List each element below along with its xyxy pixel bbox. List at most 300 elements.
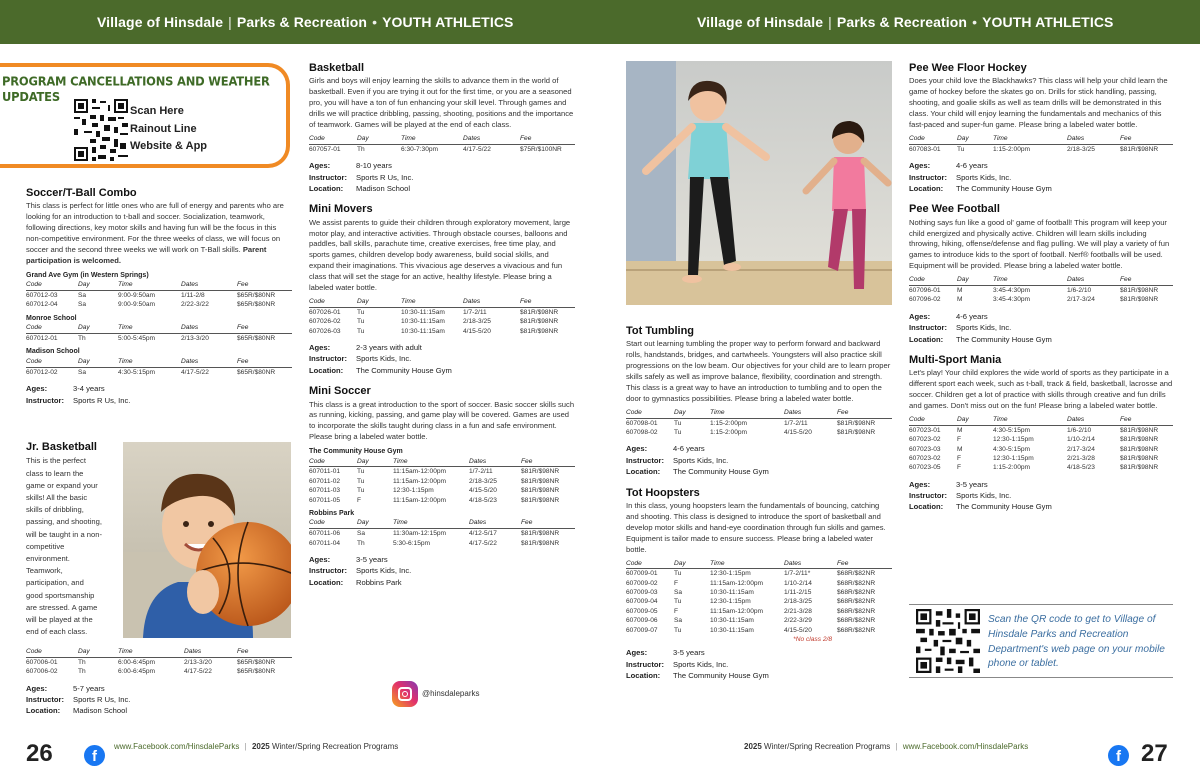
table-cell: 1/10-2/14 — [1067, 436, 1095, 444]
column-header: Code — [26, 648, 78, 657]
table-cell: 1/7-2/11* — [784, 570, 811, 578]
header-org: Village of Hinsdale — [97, 14, 224, 30]
info-row — [309, 172, 575, 183]
table-cell: Tu — [957, 145, 965, 153]
table-cell: 607023-03 — [909, 445, 941, 453]
facebook-link[interactable]: www.Facebook.com/HinsdaleParks — [114, 742, 240, 751]
boy-basketball-photo — [123, 442, 291, 638]
table-cell: 4/17-5/22 — [181, 368, 209, 376]
table-cell: $65R/$80NR — [237, 292, 276, 300]
column-header: Day — [78, 648, 118, 657]
info-row — [909, 311, 1173, 322]
header-section: YOUTH ATHLETICS — [982, 14, 1114, 30]
info-row: 3-5 years — [673, 648, 705, 658]
column-header: Day — [357, 519, 393, 528]
table-cell: 607011-02 — [309, 477, 341, 485]
table-row — [309, 467, 575, 477]
info-row: 8-10 years — [356, 161, 392, 171]
table-cell: $81R/$98NR — [837, 429, 876, 437]
info-row — [309, 353, 575, 364]
program-info — [309, 160, 575, 194]
table-cell: 11:15am-12:00pm — [710, 607, 764, 615]
table-cell: 1/6-2/10 — [1067, 426, 1092, 434]
location-heading: Monroe School — [26, 314, 77, 322]
info-row — [26, 683, 292, 694]
table-cell: 6:00-6:45pm — [118, 658, 156, 666]
qr-note-text: Scan the QR code to get to Village of Hinsdale Parks and Recreation Department's web page on your mobile phone or tablet. — [988, 614, 1165, 670]
rainout-line-label: Rainout Line — [130, 122, 197, 135]
soccer-tball-section — [26, 186, 292, 406]
location-heading: Grand Ave Gym (in Western Springs) — [26, 271, 149, 279]
table-cell: 4/15-5/20 — [463, 327, 491, 335]
program-info — [626, 647, 892, 681]
table-cell: 12:30-1:15pm — [993, 436, 1034, 444]
info-row: 4-6 years — [956, 161, 988, 171]
section-description: Nothing says fun like a good ol' game of football! This program will keep your child energized and physically active. Children will learn skills including throwing, hiking, offense/defense and flag pulling. We will play a variety of fun games to introduce kids to the sport of football. Nerf® footballs will be used. Equipment will be provided. Please bring a labeled water bottle. — [909, 217, 1170, 271]
section-title: Pee Wee Football — [909, 203, 1000, 216]
table-cell: 10:30-11:15am — [710, 617, 754, 625]
column-header: Time — [393, 519, 469, 528]
table-cell: 2/17-3/24 — [1067, 445, 1095, 453]
header-dept: Parks & Recreation — [236, 14, 368, 30]
table-cell: 2/22-3/22 — [181, 301, 209, 309]
column-header: Day — [957, 416, 993, 425]
column-header: Fee — [237, 648, 292, 657]
table-cell: 607006-02 — [26, 668, 58, 676]
table-cell: F — [357, 496, 362, 504]
info-row — [26, 705, 292, 716]
section-title: Basketball — [309, 62, 365, 74]
page-number-right: 27 — [1141, 740, 1168, 767]
table-row — [626, 626, 892, 635]
girls-running-photo — [626, 61, 892, 305]
info-row — [909, 183, 1173, 194]
table-cell: 607009-03 — [626, 589, 658, 597]
info-row — [309, 565, 575, 576]
table-cell: Tu — [357, 468, 365, 476]
column-header: Fee — [521, 519, 575, 528]
table-cell: 1:15-2:00pm — [710, 429, 748, 437]
table-row — [309, 327, 575, 336]
facebook-icon[interactable]: f — [1108, 745, 1129, 766]
footer-year: 2025 — [251, 742, 270, 751]
table-row — [909, 463, 1173, 472]
info-label: Location: — [309, 577, 344, 587]
column-header: Fee — [237, 324, 292, 333]
table-cell: 607009-01 — [626, 570, 658, 578]
table-cell: 607012-03 — [26, 292, 58, 300]
table-cell: $68R/$82NR — [837, 598, 876, 606]
table-cell: 607011-01 — [309, 468, 341, 476]
header-org: Village of Hinsdale — [697, 14, 824, 30]
table-cell: Th — [78, 335, 86, 343]
column-header: Time — [993, 416, 1067, 425]
table-row — [309, 317, 575, 326]
table-cell: 1/11-2/15 — [784, 589, 812, 597]
table-cell: 11:30am-12:15pm — [393, 530, 447, 538]
facebook-icon[interactable]: f — [84, 745, 105, 766]
table-cell: $65R/$80NR — [237, 368, 276, 376]
table-cell: 607023-02 — [909, 436, 941, 444]
table-cell: $81R/$98NR — [521, 496, 560, 504]
table-row — [309, 307, 575, 317]
program-info — [26, 683, 292, 717]
info-row — [626, 466, 892, 477]
table-cell: Tu — [357, 327, 365, 335]
table-cell: $81R/$98NR — [520, 318, 559, 326]
table-cell: 2/18-3/25 — [463, 318, 491, 326]
column-header: Time — [993, 135, 1067, 144]
col-day: Day — [78, 281, 118, 290]
info-label: Instructor: — [626, 659, 664, 669]
table-cell: Tu — [357, 487, 365, 495]
column-header: Dates — [784, 409, 837, 418]
section-title: Tot Tumbling — [626, 325, 695, 337]
info-label: Ages: — [909, 479, 931, 489]
column-header: Day — [674, 560, 710, 569]
table-cell: 607098-02 — [626, 429, 658, 437]
info-row: Sports R Us, Inc. — [73, 695, 131, 704]
column-header: Fee — [837, 560, 892, 569]
table-cell: 607009-06 — [626, 617, 658, 625]
table-row — [626, 597, 892, 606]
section-description — [26, 201, 292, 267]
table-cell: 607011-04 — [309, 539, 341, 547]
column-header: Day — [357, 458, 393, 467]
location-heading: The Community House Gym — [309, 448, 403, 456]
table-cell: 10:30-11:15am — [710, 626, 754, 634]
column-header: Code — [26, 358, 78, 367]
facebook-link[interactable]: www.Facebook.com/HinsdaleParks — [902, 742, 1029, 751]
table-cell: 607026-03 — [309, 327, 341, 335]
column-header: Day — [674, 409, 710, 418]
table-cell: 607009-04 — [626, 598, 658, 606]
table-cell: 4/15-5/20 — [469, 487, 497, 495]
column-header: Dates — [181, 358, 237, 367]
program-info — [309, 342, 575, 376]
table-cell: $81R/$98NR — [1120, 436, 1159, 444]
info-row — [909, 501, 1173, 512]
table-row — [909, 425, 1173, 435]
table-row — [909, 286, 1173, 296]
table-cell: 1/10-2/14 — [784, 579, 812, 587]
info-row — [309, 365, 575, 376]
info-row — [26, 694, 292, 705]
table-row — [309, 477, 575, 486]
table-cell: Tu — [674, 598, 682, 606]
table-cell: 607057-01 — [309, 145, 341, 153]
info-row: Sports Kids, Inc. — [356, 354, 412, 364]
table-cell: 5:00-5:45pm — [118, 335, 156, 343]
table-cell: 607023-02 — [909, 454, 941, 462]
column-header: Dates — [463, 135, 520, 144]
footer-year: 2025 — [744, 742, 762, 751]
table-cell: 607006-01 — [26, 658, 58, 666]
info-label: Instructor: — [26, 395, 64, 405]
instructor-value: Sports R Us, Inc. — [73, 395, 131, 405]
info-label: Ages: — [626, 648, 648, 658]
col-code: Code — [26, 281, 78, 290]
table-cell: 12:30-1:15pm — [710, 598, 751, 606]
info-row — [626, 670, 892, 681]
no-class-note: *No class 2/8 — [793, 635, 832, 643]
column-header: Time — [710, 409, 784, 418]
column-header: Fee — [520, 135, 575, 144]
info-label: Ages: — [909, 161, 931, 171]
section-description: This is the perfect class to learn the game or expand your skills! All the basic skills of dribbling, passing, and shooting, will be taught in a non-competitive environment. Teamwork, participation, and good sportsmanship are stressed. A game will be played at the end of each class. — [26, 456, 102, 637]
section-title: Mini Soccer — [309, 385, 371, 398]
table-cell: 1:15-2:00pm — [993, 145, 1031, 153]
column-header: Dates — [1067, 416, 1120, 425]
column-header: Fee — [837, 409, 892, 418]
table-row — [26, 334, 292, 344]
info-row: 5-7 years — [73, 683, 105, 693]
info-label: Instructor: — [626, 455, 664, 465]
table-cell: M — [957, 296, 963, 304]
info-label: Ages: — [309, 161, 331, 171]
table-cell: 10:30-11:15am — [710, 589, 754, 597]
header-sep: | — [228, 14, 232, 30]
table-row — [909, 435, 1173, 444]
table-cell: 4/17-5/22 — [469, 539, 497, 547]
table-cell: $81R/$98NR — [521, 468, 560, 476]
table-cell: 11:15am-12:00pm — [393, 496, 447, 504]
info-label: Location: — [309, 365, 344, 375]
table-row — [309, 529, 575, 539]
table-cell: Sa — [78, 301, 87, 309]
table-cell: Tu — [357, 477, 365, 485]
table-cell: 12:30-1:15pm — [710, 570, 751, 578]
header-dot: • — [372, 14, 378, 30]
column-header: Time — [710, 560, 784, 569]
table-cell: 4/12-5/17 — [469, 530, 497, 538]
column-header: Time — [401, 298, 463, 307]
header-sep: | — [828, 14, 832, 30]
table-cell: 9:00-9:50am — [118, 301, 156, 309]
info-row: The Community House Gym — [956, 334, 1052, 344]
table-cell: $81R/$98NR — [1120, 296, 1159, 304]
table-row — [26, 367, 292, 377]
instagram-icon[interactable] — [392, 681, 418, 707]
table-cell: Tu — [357, 318, 365, 326]
section-description: This class is a great introduction to the sport of soccer. Basic soccer skills such as running, kicking, passing, and game play will be covered. Games are used to incorporate the skills taught during class in a fun and safe environment. Please bring a labeled water bottle. — [309, 399, 575, 442]
schedule-table — [626, 409, 892, 438]
table-cell: 607009-07 — [626, 626, 658, 634]
table-cell: 5:30-6:15pm — [393, 539, 431, 547]
schedule-table — [309, 135, 575, 154]
table-cell: 2/18-3/25 — [1067, 145, 1095, 153]
info-row: Madison School — [73, 706, 128, 716]
table-row — [309, 496, 575, 505]
column-header: Day — [78, 324, 118, 333]
header-right — [697, 14, 1113, 30]
table-row — [626, 588, 892, 597]
table-cell: 1/7-2/11 — [784, 419, 808, 427]
floor-hockey-section — [909, 61, 1173, 513]
website-qr-code[interactable] — [916, 609, 980, 673]
info-row — [309, 183, 575, 194]
instagram-handle[interactable]: @hinsdaleparks — [422, 689, 480, 698]
table-cell: Th — [78, 658, 86, 666]
table-cell: M — [957, 445, 963, 453]
column-header: Dates — [181, 324, 237, 333]
column-header: Day — [357, 135, 401, 144]
info-row: Sports Kids, Inc. — [956, 323, 1012, 333]
table-cell: $68R/$82NR — [837, 589, 876, 597]
table-cell: 12:30-1:15pm — [393, 487, 434, 495]
page-number-left: 26 — [26, 740, 53, 767]
table-cell: 2/18-3/25 — [784, 598, 812, 606]
table-cell: F — [674, 579, 679, 587]
column-header: Fee — [521, 458, 575, 467]
footer-right — [744, 742, 1028, 751]
info-row: Sports Kids, Inc. — [673, 659, 729, 669]
table-cell: 1/6-2/10 — [1067, 287, 1092, 295]
column-header: Fee — [1120, 416, 1173, 425]
table-cell: 2/13-3/20 — [181, 335, 209, 343]
website-app-label: Website & App — [130, 140, 208, 153]
table-cell: 607011-05 — [309, 496, 341, 504]
section-title: Pee Wee Floor Hockey — [909, 62, 1027, 74]
schedule-table — [909, 276, 1173, 305]
info-label: Location: — [626, 671, 661, 681]
info-row — [309, 160, 575, 171]
column-header: Dates — [1067, 135, 1120, 144]
column-header: Day — [957, 276, 993, 285]
column-header: Time — [118, 358, 181, 367]
table-cell: F — [674, 607, 679, 615]
table-cell: 607098-01 — [626, 419, 658, 427]
location-heading: Robbins Park — [309, 509, 355, 517]
table-cell: Tu — [674, 419, 682, 427]
basketball-section — [309, 61, 575, 588]
table-cell: 6:00-6:45pm — [118, 668, 156, 676]
footer-sep: | — [244, 742, 247, 751]
column-header: Code — [26, 324, 78, 333]
table-row — [909, 454, 1173, 463]
program-info — [26, 383, 292, 406]
cancellations-lines — [130, 103, 207, 156]
table-cell: $65R/$80NR — [237, 668, 276, 676]
column-header: Code — [909, 135, 957, 144]
table-cell: Sa — [674, 589, 683, 597]
table-cell: $81R/$98NR — [521, 530, 560, 538]
table-row — [626, 607, 892, 616]
table-cell: 4/18-5/23 — [469, 496, 497, 504]
page-header-bar — [0, 0, 1200, 44]
info-row: Sports Kids, Inc. — [673, 455, 729, 465]
info-row — [626, 455, 892, 466]
header-left — [97, 14, 513, 30]
footer-program: Winter/Spring Recreation Programs — [764, 742, 891, 751]
section-title: Mini Movers — [309, 203, 373, 216]
table-cell: 607012-04 — [26, 301, 58, 309]
column-header: Day — [78, 358, 118, 367]
section-description: We assist parents to guide their children through exploratory movement, large motor play, and interactive activities. Through obstacle courses, balloons and paddles, ball skills, parachute time, creative exercises, free time play, and sports games, children develop body awareness, build social skills, and expand their imaginations. This vivacious age deserves a vivacious and fun class that will set the stage for an active, healthy lifestyle. Please bring a labeled water bottle. — [309, 217, 571, 293]
table-cell: $68R/$82NR — [837, 579, 876, 587]
section-description: Does your child love the Blackhawks? This class will help your child learn the game of hockey before the skates go on. Drills for stick handling, passing, shooting, and goalie skills as well as team drills will be demonstrated in this class. Your child will enjoy learning the fundamentals and mechanics of this fast-paced and super-fun game. Please bring a labeled water bottle. — [909, 76, 1168, 129]
info-label: Location: — [26, 706, 61, 716]
scan-here-label: Scan Here — [130, 105, 184, 117]
info-row: Sports Kids, Inc. — [956, 172, 1012, 182]
column-header: Fee — [1120, 135, 1173, 144]
rainout-qr-code[interactable] — [74, 99, 128, 161]
info-label: Ages: — [26, 683, 48, 693]
table-row — [626, 418, 892, 428]
section-title: Jr. Basketball — [26, 441, 97, 453]
table-cell: $81R/$98NR — [520, 327, 559, 335]
table-cell: M — [957, 287, 963, 295]
info-label: Location: — [909, 183, 944, 193]
table-row — [26, 667, 292, 676]
qr-note-box — [909, 604, 1173, 678]
info-label: Ages: — [909, 311, 931, 321]
table-cell: M — [957, 426, 963, 434]
table-cell: 607026-01 — [309, 308, 341, 316]
table-row — [909, 445, 1173, 454]
table-cell: 607023-01 — [909, 426, 941, 434]
table-cell: $81R/$98NR — [1120, 287, 1159, 295]
schedule-table — [909, 135, 1173, 154]
table-cell: 6:30-7:30pm — [401, 145, 439, 153]
table-cell: 607012-01 — [26, 335, 58, 343]
column-header: Fee — [1120, 276, 1173, 285]
info-row: The Community House Gym — [673, 671, 769, 681]
info-label: Location: — [909, 334, 944, 344]
table-cell: 11:15am-12:00pm — [710, 579, 764, 587]
table-cell: $68R/$82NR — [837, 617, 876, 625]
table-cell: 1/7-2/11 — [469, 468, 493, 476]
table-cell: $75R/$100NR — [520, 145, 562, 153]
table-cell: $81R/$98NR — [1120, 145, 1159, 153]
jr-basketball-schedule — [26, 648, 292, 717]
table-row — [626, 428, 892, 437]
col-time: Time — [118, 281, 181, 290]
schedule-table — [309, 298, 575, 336]
table-cell: $65R/$80NR — [237, 658, 276, 666]
program-info — [909, 160, 1173, 194]
table-cell: Sa — [357, 530, 366, 538]
schedule-table — [309, 519, 575, 548]
info-row: Madison School — [356, 183, 411, 193]
table-cell: 2/21-3/28 — [1067, 454, 1095, 462]
table-cell: 4/17-5/22 — [463, 145, 491, 153]
info-row: 3-5 years — [956, 479, 988, 489]
table-cell: 607011-06 — [309, 530, 341, 538]
section-description: Let's play! Your child explores the wide world of sports as they participate in a different sport each week, such as t-ball, track & field, basketball, lacrosse and soccer. Children get a lot of practice with skills through creative and fun drills and games. Don't miss out on the fun! Please bring a labeled water bottle. — [909, 368, 1173, 411]
info-label: Instructor: — [909, 491, 947, 501]
column-header: Time — [118, 324, 181, 333]
info-row — [909, 172, 1173, 183]
table-cell: 3:45-4:30pm — [993, 296, 1031, 304]
info-row — [909, 160, 1173, 171]
header-section: YOUTH ATHLETICS — [382, 14, 514, 30]
info-row — [26, 395, 292, 406]
section-title: Multi-Sport Mania — [909, 354, 1002, 367]
table-row — [26, 291, 292, 301]
table-row — [309, 539, 575, 548]
column-header: Dates — [784, 560, 837, 569]
column-header: Code — [309, 135, 357, 144]
table-row — [909, 295, 1173, 304]
column-header: Time — [401, 135, 463, 144]
info-label: Instructor: — [309, 566, 347, 576]
table-cell: $81R/$98NR — [1120, 426, 1159, 434]
info-label: Ages: — [26, 384, 48, 394]
section-description: Girls and boys will enjoy learning the skills to advance them in the world of basketball. Even if you are trying it out for the first time, or you are a seasoned pro, you will have a ton of fun enhancing your skill level. Through games and drills we will practice dribbling, passing, shooting, positions and the importance of teamwork. Games will be played at the end of each class. — [309, 76, 574, 129]
tot-tumbling-section — [626, 324, 892, 681]
col-dates: Dates — [181, 281, 237, 290]
